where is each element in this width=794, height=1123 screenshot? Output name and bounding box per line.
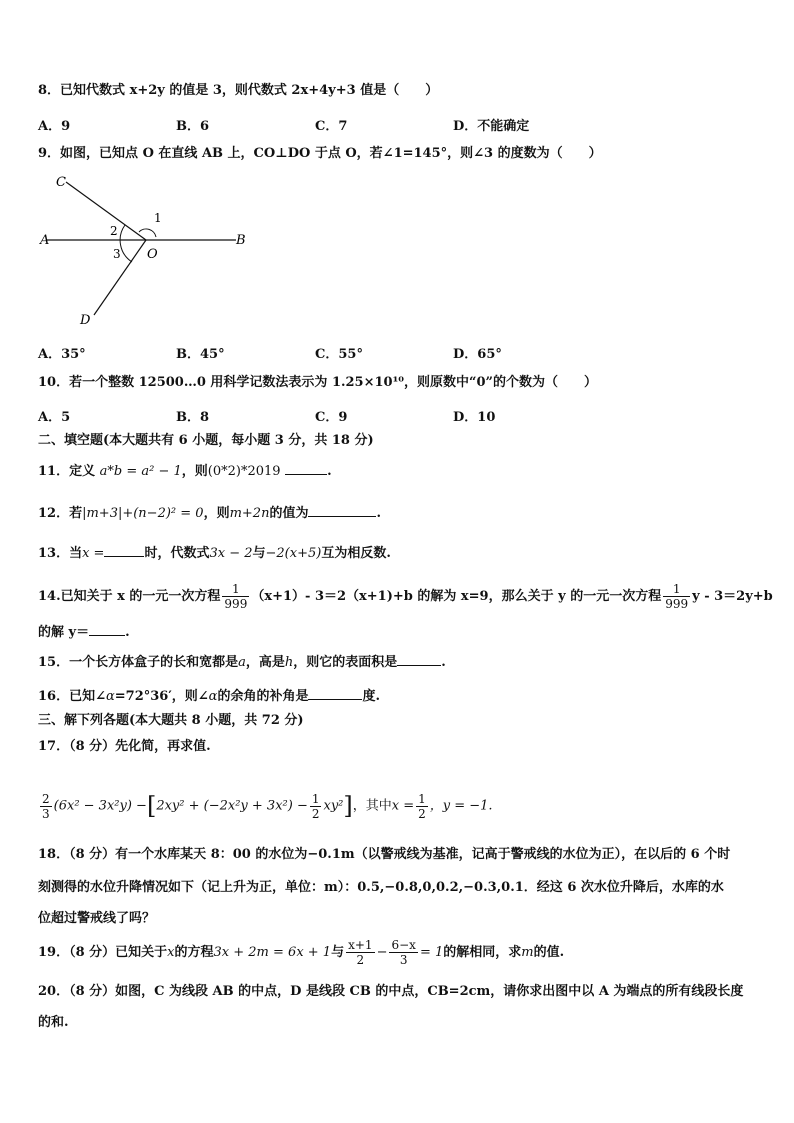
q14-fraction1-den: 999 (224, 597, 248, 611)
q13-answer-blank[interactable] (104, 556, 144, 557)
q14-part3: y - 3＝2y+b (692, 589, 773, 604)
q11-answer-blank[interactable] (285, 474, 327, 475)
q12-dot: . (376, 506, 381, 521)
q20-line2: 的和. (38, 1015, 69, 1030)
q12-end: 的值为 (269, 506, 309, 521)
q15-a: a (238, 655, 246, 670)
arc-angle-1 (139, 229, 156, 237)
q8-option-c: C．7 (315, 119, 348, 134)
q13-expr2: −2(x+5) (265, 546, 322, 561)
q9-stem: 9．如图，已知点 O 在直线 AB 上，CO⊥DO 于点 O，若∠1=145°，则∠3 的度数为（ ） (38, 146, 602, 161)
q19-with: 与 (331, 945, 345, 960)
q15-prefix: 15．一个长方体盒子的长和宽都是 (38, 655, 239, 670)
label-c: C (56, 175, 66, 190)
q13-prefix: 13．当 (38, 546, 83, 561)
q13-mid: 时，代数式 (144, 546, 210, 561)
label-angle-2: 2 (110, 224, 118, 238)
q16-end: 的余角的补角是 (217, 689, 309, 704)
q8-option-b: B．6 (176, 119, 210, 134)
q19-fraction2 (389, 938, 417, 967)
q12-target: m+2n (229, 506, 270, 521)
q8-option-a: A．9 (38, 119, 71, 134)
q14-line1 (38, 580, 773, 614)
q19-f1-num: x+1 (348, 938, 373, 952)
q15 (38, 654, 446, 672)
bracket-close: ] (343, 792, 353, 820)
arc-angle-2-3 (120, 225, 132, 262)
q11-end: . (327, 464, 332, 479)
q10-option-b: B．8 (176, 410, 210, 425)
q20-line1: 20．（8 分）如图，C 为线段 AB 的中点，D 是线段 CB 的中点，CB=2cm，请你求出图中以 A 为端点的所有线段长度 (38, 984, 744, 999)
q14-fraction2-den: 999 (665, 597, 689, 611)
q15-dot: . (441, 655, 446, 670)
q11 (38, 463, 332, 481)
q19-tail: 的值. (533, 945, 565, 960)
q14-fraction1-num: 1 (222, 582, 249, 597)
q17-two-thirds: $\frac{2}{3}$ (42, 791, 50, 821)
section-solve-heading: 三、解下列各题(本大题共 8 小题，共 72 分) (38, 713, 304, 728)
q10-option-c: C．9 (315, 410, 348, 425)
bracket-open: [ (146, 792, 157, 820)
q19-x: x (167, 945, 175, 960)
q17-stem: 17．（8 分）先化简，再求值. (38, 739, 211, 754)
label-angle-1: 1 (154, 211, 162, 225)
q16-prefix: 16．已知∠ (38, 689, 106, 704)
q10-stem: 10．若一个整数 12500…0 用科学记数法表示为 1.25×10¹⁰，则原数中“0”的个数为（ ） (38, 375, 597, 390)
q9-option-c: C．55° (315, 347, 363, 362)
q19 (38, 936, 564, 970)
q19-equation1: 3x + 2m = 6x + 1 (213, 945, 332, 960)
q19-prefix: 19．（8 分）已知关于 (38, 945, 168, 960)
q12 (38, 505, 381, 523)
q13-expr1: 3x − 2 (209, 546, 253, 561)
q17-expression (38, 788, 493, 825)
label-d: D (80, 313, 91, 328)
q19-minus: − (376, 945, 388, 960)
q16-alpha-2: α (208, 689, 218, 704)
q12-mid: ，则 (203, 506, 230, 521)
q19-m: m (521, 945, 534, 960)
q19-mid: 的方程 (174, 945, 214, 960)
q13-variable: x = (82, 546, 105, 561)
q17-expr-b: 2xy² + (−2x²y + 3x²) − (156, 798, 308, 814)
q18-line1: 18．（8 分）有一个水库某天 8：00 的水位为−0.1m（以警戒线为基准，记高于警戒线的水位为正），在以后的 6 个时 (38, 847, 731, 862)
q17-one-half: $\frac{1}{2}$ (311, 791, 320, 821)
q14-part2: （x+1）- 3＝2（x+1)+b 的解为 x=9，那么关于 y 的一元一次方程 (251, 589, 662, 604)
q14-fraction2-num: 1 (663, 582, 690, 597)
q15-answer-blank[interactable] (397, 665, 441, 666)
q15-mid: ，高是 (245, 655, 285, 670)
q16-value: =72°36′，则∠ (114, 689, 209, 704)
q19-end: 的解相同，求 (443, 945, 522, 960)
q11-definition: a*b = a² − 1 (99, 464, 182, 479)
q15-h: h (284, 655, 294, 670)
q13 (38, 545, 391, 563)
q19-eq: = 1 (419, 945, 444, 960)
q13-end: 互为相反数. (321, 546, 391, 561)
q18-line2: 刻测得的水位升降情况如下（记上升为正，单位：m）：0.5,−0.8,0,0.2,−0.3,0.1．经这 6 次水位升降后，水库的水 (38, 880, 724, 895)
q16 (38, 688, 380, 706)
q17-expr-c: xy² (323, 798, 344, 814)
q9-option-a: A．35° (38, 347, 86, 362)
q19-f1-den: 2 (356, 953, 365, 967)
q11-expression: (0*2)*2019 (207, 464, 281, 479)
label-o: O (147, 247, 158, 262)
ray-oc (66, 182, 146, 240)
label-b: B (236, 233, 246, 248)
angle-figure (36, 170, 266, 330)
q12-prefix: 12．若 (38, 506, 83, 521)
q14-part1: 14.已知关于 x 的一元一次方程 (38, 589, 221, 604)
label-angle-3: 3 (113, 247, 121, 261)
q16-answer-blank[interactable] (308, 699, 362, 700)
q15-end: ，则它的表面积是 (293, 655, 398, 670)
label-a: A (40, 233, 50, 248)
q8-option-d: D．不能确定 (453, 119, 530, 134)
q14-dot: . (125, 625, 130, 640)
q14-answer-blank[interactable] (89, 635, 125, 636)
q17-y: ，y = −1. (429, 798, 493, 814)
q18-line3: 位超过警戒线了吗？ (38, 911, 156, 926)
q9-option-d: D．65° (453, 347, 502, 362)
q10-option-a: A．5 (38, 410, 71, 425)
q16-alpha: α (105, 689, 115, 704)
q12-condition: |m+3|+(n−2)² = 0 (82, 506, 204, 521)
q16-unit: 度. (362, 689, 380, 704)
q11-mid: ，则 (181, 464, 208, 479)
q8-stem: 8．已知代数式 x+2y 的值是 3，则代数式 2x+4y+3 值是（ ） (38, 83, 439, 98)
q19-f2-num: 6−x (391, 938, 416, 952)
q10-option-d: D．10 (453, 410, 496, 425)
q17-x-value: $\frac{1}{2}$ (418, 791, 426, 821)
q14-line2-text: 的解 y＝ (38, 625, 90, 640)
q14-fraction1 (222, 582, 249, 611)
q13-and: 与 (252, 546, 266, 561)
section-fill-in-heading: 二、填空题(本大题共有 6 小题，每小题 3 分，共 18 分) (38, 433, 374, 448)
q14-line2 (38, 624, 130, 642)
q17-where: ，其中 (352, 798, 392, 814)
q17-expr-a: (6x² − 3x²y) − (53, 798, 147, 814)
q14-fraction2 (663, 582, 690, 611)
q9-option-b: B．45° (176, 347, 225, 362)
q17-x: x = (391, 798, 415, 814)
q19-fraction1 (346, 938, 374, 967)
q19-f2-den: 3 (399, 953, 408, 967)
q11-prefix: 11．定义 (38, 464, 100, 479)
q12-answer-blank[interactable] (308, 516, 376, 517)
